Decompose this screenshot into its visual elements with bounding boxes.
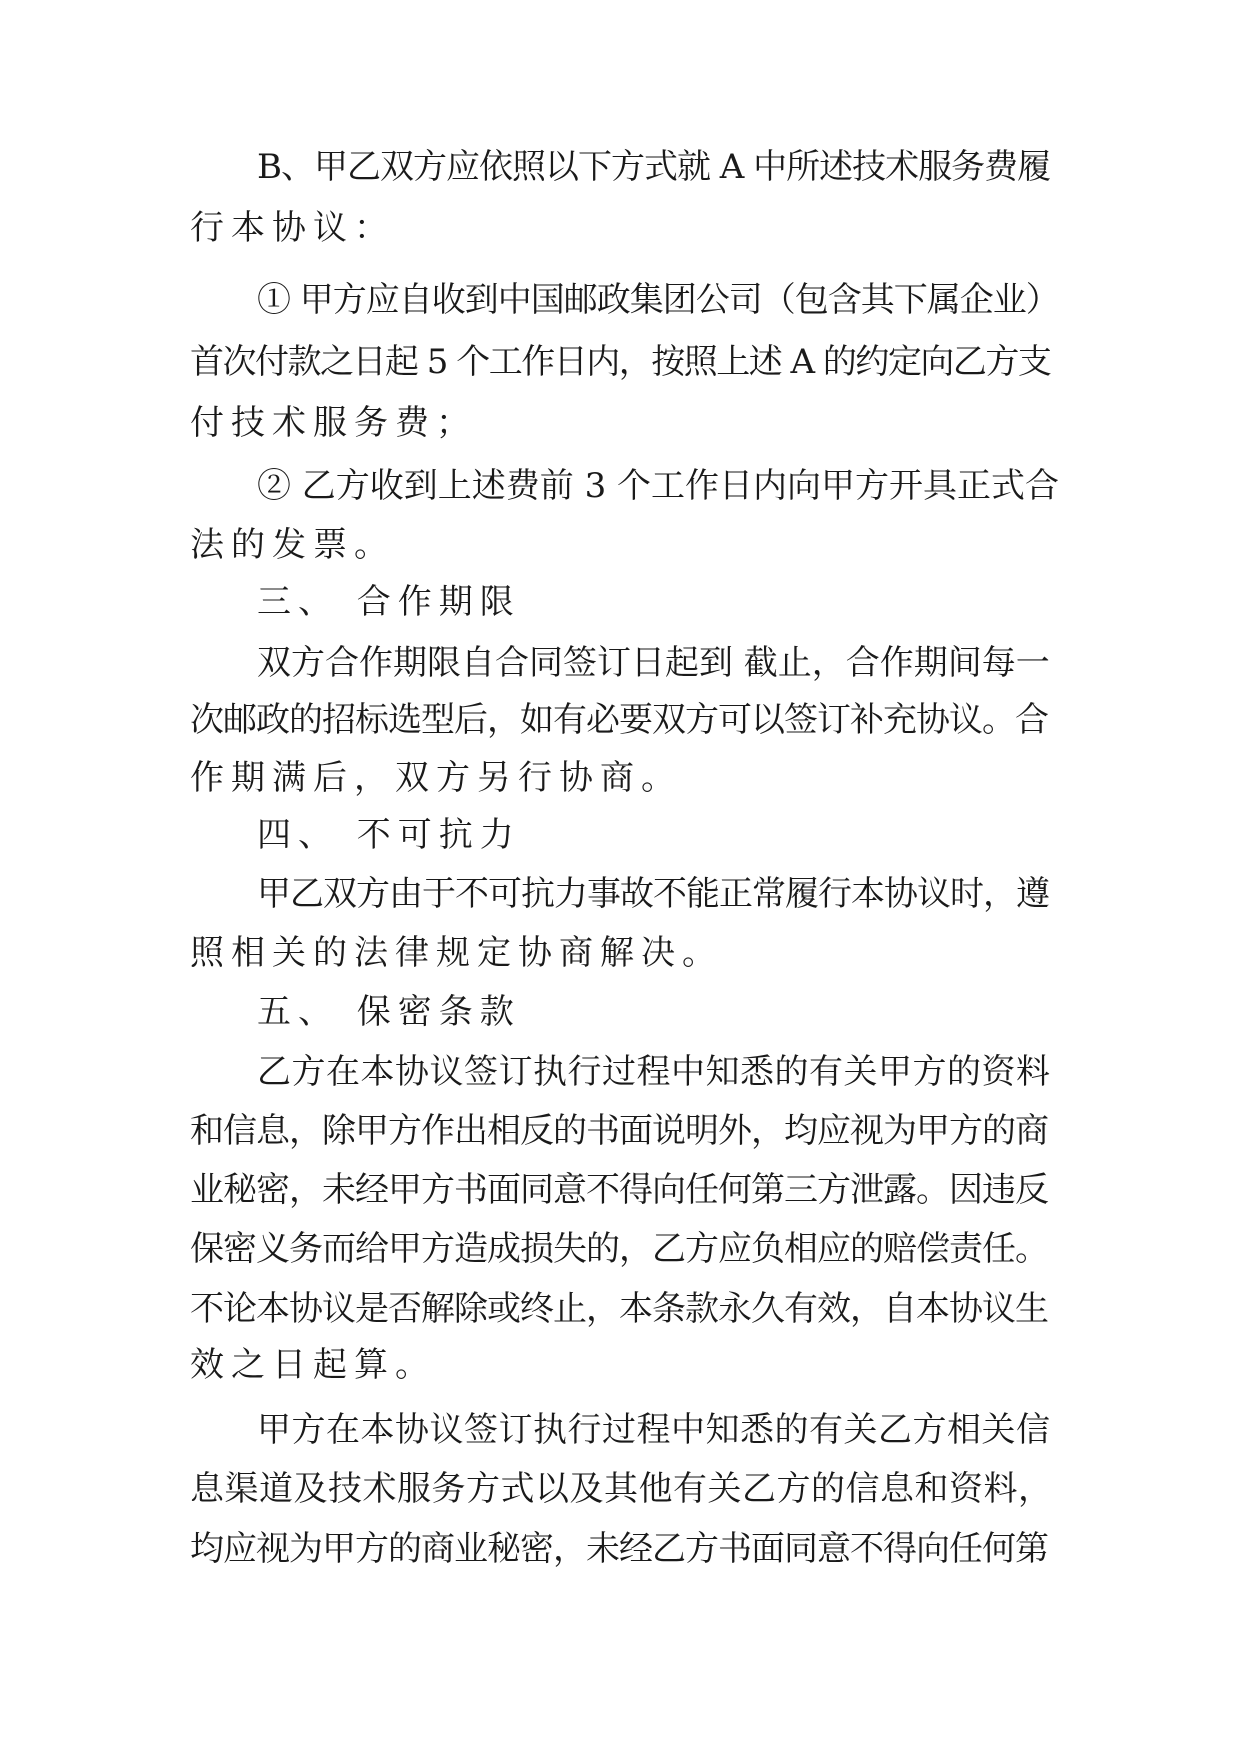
text-line: ② 乙方收到上述费前 3 个工作日内向甲方开具正式合	[257, 466, 1060, 506]
text-line: 和信息，除甲方作出相反的书面说明外，均应视为甲方的商	[190, 1111, 1048, 1151]
text-line: 作期满后，双方另行协商。	[190, 758, 682, 798]
text-line: 甲乙双方由于不可抗力事故不能正常履行本协议时，遵	[257, 874, 1049, 914]
text-line: 付技术服务费；	[190, 403, 477, 443]
text-line: 甲方在本协议签订执行过程中知悉的有关乙方相关信	[257, 1410, 1051, 1450]
text-line: ① 甲方应自收到中国邮政集团公司（包含其下属企业）	[257, 280, 1059, 320]
text-line: 业秘密，未经甲方书面同意不得向任何第三方泄露。因违反	[190, 1170, 1048, 1210]
text-line: 乙方在本协议签订执行过程中知悉的有关甲方的资料	[257, 1052, 1051, 1092]
text-line: B、甲乙双方应依照以下方式就 A 中所述技术服务费履	[257, 147, 1051, 187]
text-line: 行本协议：	[190, 208, 395, 248]
section-heading: 四、 不可抗力	[257, 815, 521, 855]
text-line: 息渠道及技术服务方式以及其他有关乙方的信息和资料，	[190, 1469, 1053, 1509]
text-line: 效之日起算。	[190, 1345, 436, 1385]
text-line: 照相关的法律规定协商解决。	[190, 933, 723, 973]
section-heading: 三、 合作期限	[257, 582, 521, 622]
text-line: 不论本协议是否解除或终止，本条款永久有效，自本协议生	[190, 1289, 1048, 1329]
text-line: 保密义务而给甲方造成损失的，乙方应负相应的赔偿责任。	[190, 1229, 1048, 1269]
section-heading: 五、 保密条款	[257, 992, 521, 1032]
text-line: 双方合作期限自合同签订日起到 截止，合作期间每一	[257, 643, 1050, 683]
text-line: 首次付款之日起 5 个工作日内，按照上述 A 的约定向乙方支	[190, 342, 1051, 382]
text-line: 法的发票。	[190, 525, 395, 565]
text-line: 均应视为甲方的商业秘密，未经乙方书面同意不得向任何第	[190, 1529, 1048, 1569]
text-line: 次邮政的招标选型后，如有必要双方可以签订补充协议。合	[190, 700, 1048, 740]
